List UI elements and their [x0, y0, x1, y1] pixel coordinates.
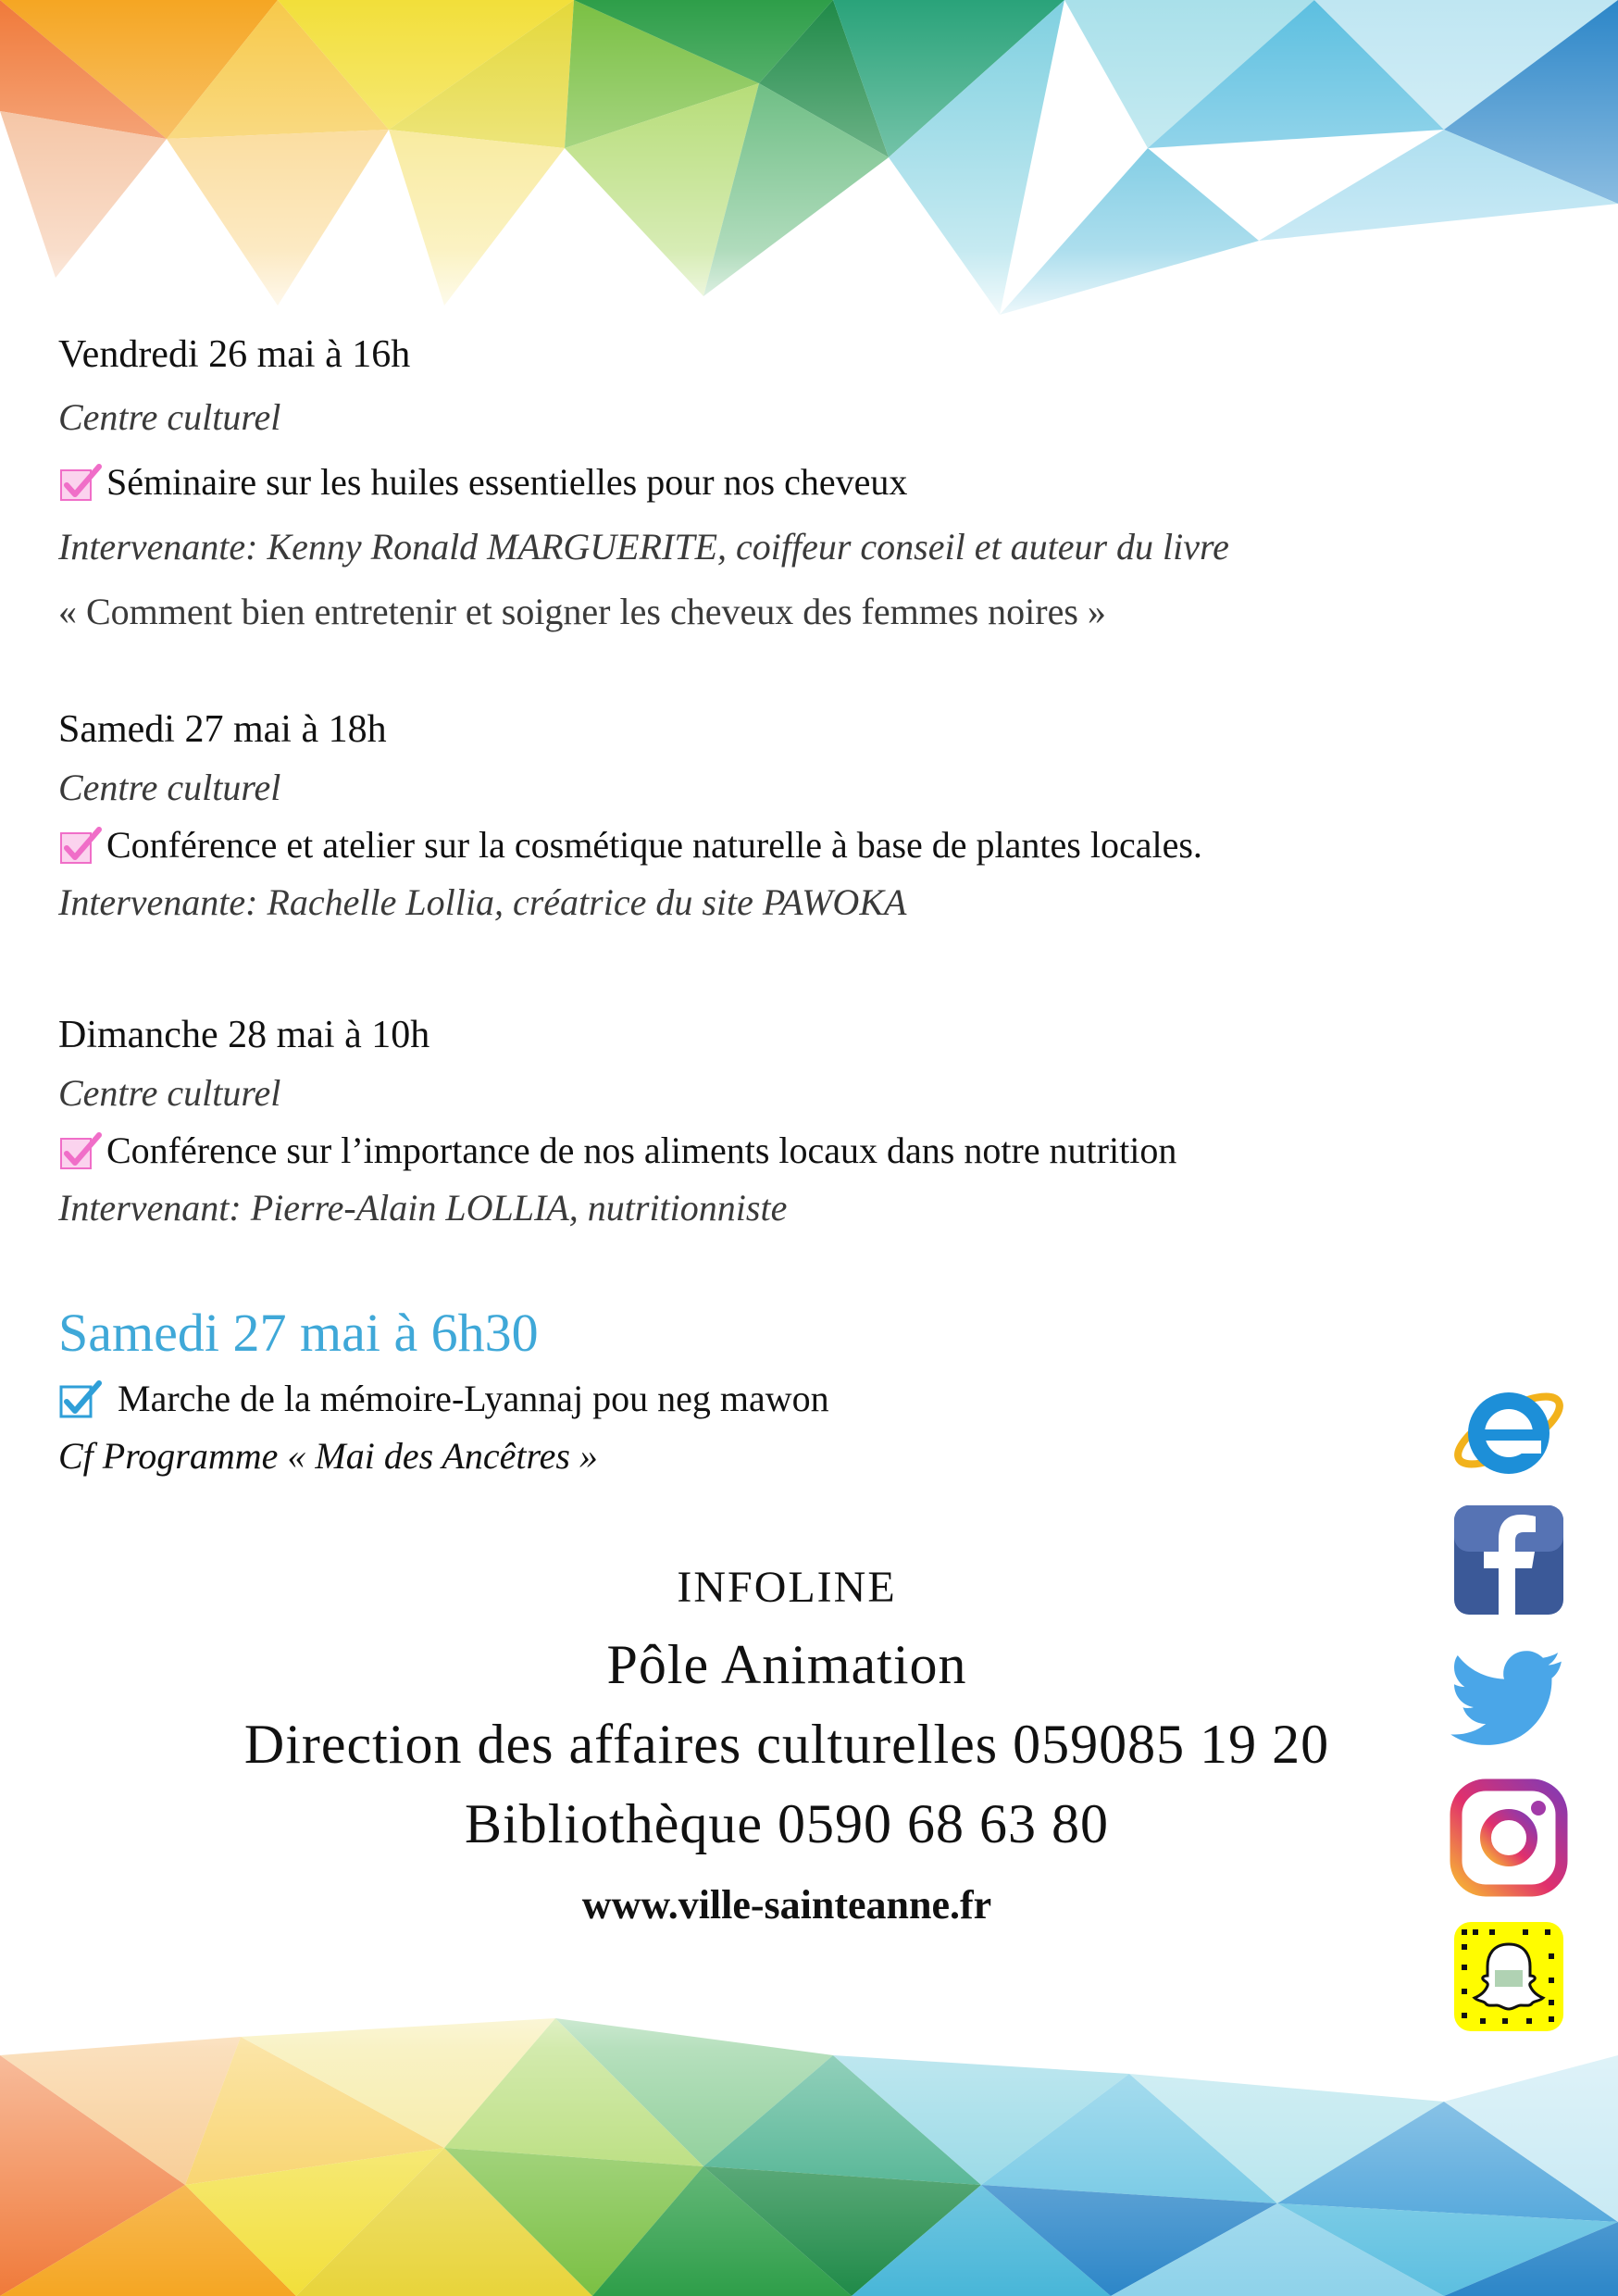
event-date: Vendredi 26 mai à 16h: [58, 333, 411, 376]
infoline-block: [0, 1551, 1574, 1947]
event-speaker: Intervenante: Kenny Ronald MARGUERITE, coiffeur conseil et auteur du livre: [58, 526, 1229, 568]
instagram-icon[interactable]: [1449, 1778, 1569, 1898]
event-date: Samedi 27 mai à 18h: [58, 708, 387, 751]
event-title-row: [58, 1121, 1176, 1180]
event-title-row: [58, 816, 1202, 875]
event-2: [58, 699, 1202, 930]
website-link[interactable]: www.ville-sainteanne.fr: [581, 1882, 992, 1928]
event-venue: Centre culturel: [58, 396, 281, 438]
snapchat-icon[interactable]: [1449, 1916, 1569, 2037]
memory-walk: [58, 1296, 829, 1485]
event-venue: Centre culturel: [58, 1072, 281, 1114]
pink-checkmark-icon: [58, 1128, 105, 1174]
walk-title-row: [58, 1370, 829, 1428]
event-speaker: Intervenante: Rachelle Lollia, créatrice du site PAWOKA: [58, 881, 907, 923]
walk-title: Marche de la mémoire-Lyannaj pou neg mawon: [118, 1378, 829, 1419]
blue-checkmark-icon: [58, 1376, 105, 1422]
facebook-icon[interactable]: [1449, 1500, 1569, 1620]
event-date: Dimanche 28 mai à 10h: [58, 1014, 430, 1056]
internet-explorer-icon[interactable]: [1449, 1370, 1569, 1491]
event-title: Séminaire sur les huiles essentielles pour nos cheveux: [106, 461, 908, 503]
pink-checkmark-icon: [58, 822, 105, 868]
event-title-row: [58, 450, 1229, 515]
event-1: [58, 324, 1229, 644]
bottom-decorative-banner: [0, 1944, 1618, 2296]
walk-reference: Cf Programme « Mai des Ancêtres »: [58, 1435, 598, 1477]
event-title: Conférence et atelier sur la cosmétique naturelle à base de plantes locales.: [106, 824, 1202, 866]
event-venue: Centre culturel: [58, 767, 281, 808]
infoline-heading: INFOLINE: [677, 1563, 897, 1612]
infoline-direction: Direction des affaires culturelles 059085 19 20: [243, 1714, 1330, 1775]
event-book-title: « Comment bien entretenir et soigner les cheveux des femmes noires »: [58, 591, 1106, 632]
event-title: Conférence sur l’importance de nos aliments locaux dans notre nutrition: [106, 1129, 1177, 1171]
pink-checkmark-icon: [58, 459, 105, 505]
infoline-library: Bibliothèque 0590 68 63 80: [465, 1793, 1109, 1854]
event-3: [58, 1004, 1176, 1236]
twitter-icon[interactable]: [1449, 1639, 1569, 1759]
event-speaker: Intervenant: Pierre-Alain LOLLIA, nutritionniste: [58, 1187, 788, 1229]
top-decorative-banner: [0, 0, 1618, 333]
infoline-pole: Pôle Animation: [606, 1634, 967, 1695]
walk-date: Samedi 27 mai à 6h30: [58, 1303, 539, 1363]
